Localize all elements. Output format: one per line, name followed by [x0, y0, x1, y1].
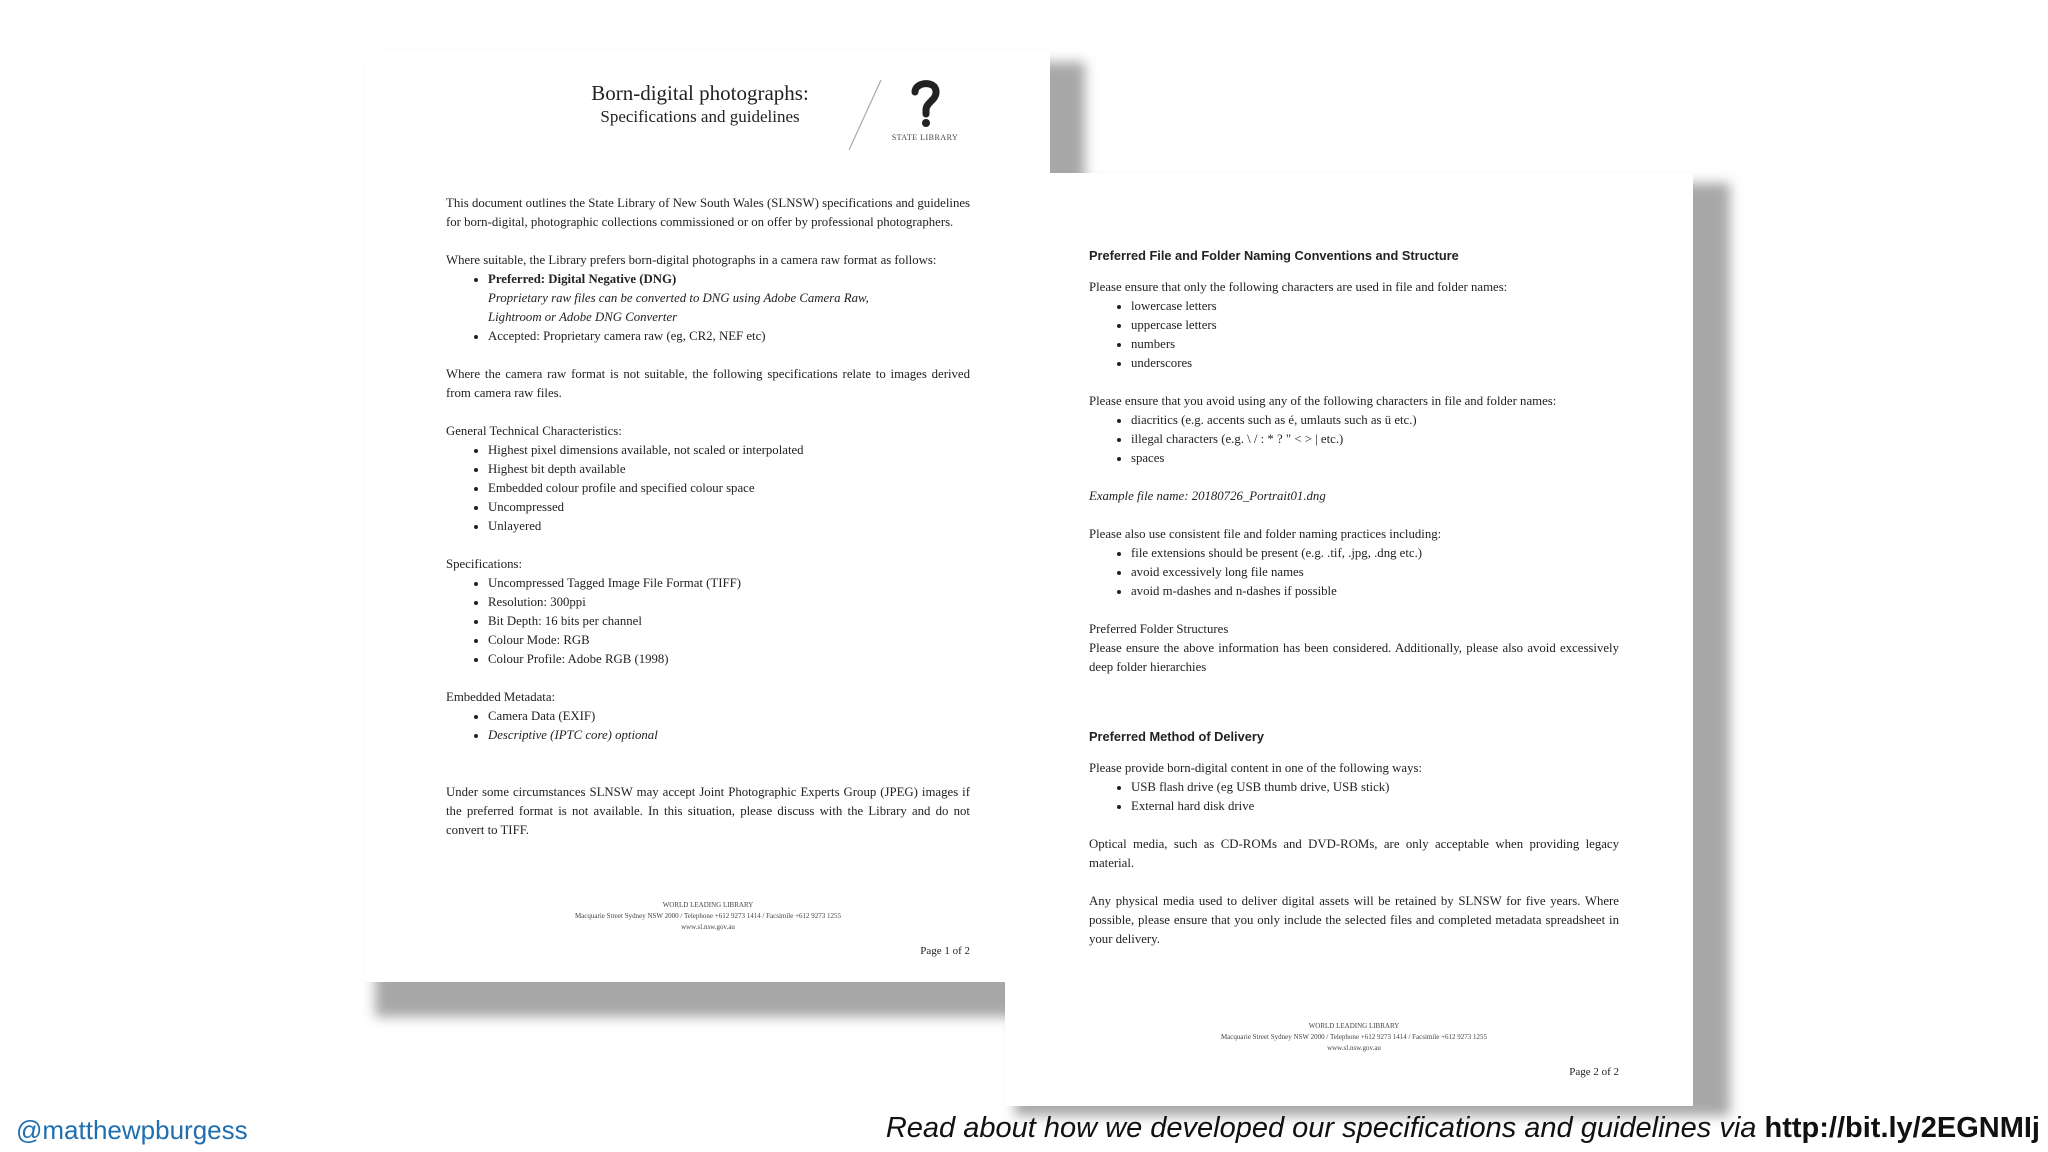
list-item: • Accepted: Proprietary camera raw (eg, CR2, NEF etc): [488, 327, 970, 346]
naming-heading: Preferred File and Folder Naming Conventions and Structure: [1089, 248, 1459, 263]
intro-paragraph: This document outlines the State Library of New South Wales (SLNSW) specifications and guidelines for born-digital, photographic collections commissioned or on offer by professional photographers.: [446, 196, 970, 229]
page-2-body: [1089, 246, 1619, 949]
list-item: • numbers: [1131, 335, 1619, 354]
delivery-intro: Please provide born-digital content in one of the following ways:: [1089, 761, 1423, 775]
allowed-list: [1089, 297, 1619, 373]
footer-address: Macquarie Street Sydney NSW 2000 / Telephone +612 9273 1414 / Facsimile +612 9273 1255: [1220, 1033, 1488, 1041]
list-item: • underscores: [1131, 354, 1619, 373]
list-item: • Unlayered: [488, 517, 970, 536]
list-item: • diacritics (e.g. accents such as é, umlauts such as ü etc.): [1131, 411, 1619, 430]
delivery-list: [1089, 778, 1619, 816]
document-page-2: [1005, 173, 1693, 1106]
document-subtitle: Specifications and guidelines: [600, 107, 800, 126]
practices-list: [1089, 544, 1619, 601]
logo-text: STATE LIBRARY: [891, 133, 959, 142]
folder-paragraph: Please ensure the above information has been considered. Additionally, please also avoid excessively deep folder hierarchies: [1089, 641, 1619, 674]
list-item: • Descriptive (IPTC core) optional: [488, 726, 970, 745]
document-title: Born-digital photographs:: [591, 81, 809, 105]
page-2-footer: [1089, 1021, 1619, 1078]
list-item: • file extensions should be present (e.g. .tif, .jpg, .dng etc.): [1131, 544, 1619, 563]
page-1-header: [550, 80, 850, 128]
read-about-text: Read about how we developed our specifications and guidelines via: [885, 1112, 1765, 1144]
preferred-note-line-2: Lightroom or Adobe DNG Converter: [488, 310, 678, 324]
page-1-footer: [446, 900, 970, 957]
page-number: Page 2 of 2: [1569, 1066, 1619, 1078]
avoid-intro: Please ensure that you avoid using any of the following characters in file and folder names:: [1089, 394, 1557, 408]
not-suitable-paragraph: Where the camera raw format is not suitable, the following specifications relate to images derived from camera raw files.: [446, 367, 970, 400]
folder-heading: Preferred Folder Structures: [1089, 622, 1229, 636]
list-item: • Bit Depth: 16 bits per channel: [488, 612, 970, 631]
footer-address: Macquarie Street Sydney NSW 2000 / Telephone +612 9273 1414 / Facsimile +612 9273 1255: [574, 912, 842, 920]
metadata-heading: Embedded Metadata:: [446, 690, 556, 704]
list-item: • avoid excessively long file names: [1131, 563, 1619, 582]
list-item: • Highest pixel dimensions available, not scaled or interpolated: [488, 441, 970, 460]
list-item: • Colour Profile: Adobe RGB (1998): [488, 650, 970, 669]
list-item: • Resolution: 300ppi: [488, 593, 970, 612]
question-mark-logo-icon: [905, 76, 945, 128]
list-item: • spaces: [1131, 449, 1619, 468]
list-item: [488, 270, 970, 327]
list-item: • Embedded colour profile and specified colour space: [488, 479, 970, 498]
list-item: • lowercase letters: [1131, 297, 1619, 316]
list-item: • Highest bit depth available: [488, 460, 970, 479]
footer-org: WORLD LEADING LIBRARY: [1308, 1022, 1400, 1030]
specifications-list: [446, 574, 970, 669]
preferred-note-line-1: Proprietary raw files can be converted to DNG using Adobe Camera Raw,: [488, 291, 869, 305]
metadata-list: [446, 707, 970, 745]
raw-format-intro: Where suitable, the Library prefers born-digital photographs in a camera raw format as follows:: [446, 253, 937, 267]
list-item: • Camera Data (EXIF): [488, 707, 970, 726]
optical-media-paragraph: Optical media, such as CD-ROMs and DVD-ROMs, are only acceptable when providing legacy material.: [1089, 837, 1619, 870]
raw-format-list: [446, 270, 970, 346]
footer-web: www.sl.nsw.gov.au: [1327, 1044, 1381, 1052]
avoid-list: [1089, 411, 1619, 468]
list-item: • Uncompressed Tagged Image File Format (TIFF): [488, 574, 970, 593]
specifications-heading: Specifications:: [446, 557, 523, 571]
footer-web: www.sl.nsw.gov.au: [681, 923, 735, 931]
list-item: • USB flash drive (eg USB thumb drive, USB stick): [1131, 778, 1619, 797]
retained-paragraph: Any physical media used to deliver digital assets will be retained by SLNSW for five years. Where possible, please ensure that you only include the selected files and completed metadata spreadsheet in your delivery.: [1089, 894, 1619, 946]
read-about-caption: [886, 1112, 2040, 1145]
page-number: Page 1 of 2: [920, 945, 970, 957]
list-item: • Colour Mode: RGB: [488, 631, 970, 650]
state-library-logo: [875, 76, 975, 142]
delivery-heading: Preferred Method of Delivery: [1089, 729, 1264, 744]
preferred-format: Preferred: Digital Negative (DNG): [488, 272, 677, 286]
list-item: • External hard disk drive: [1131, 797, 1619, 816]
document-page-1: [365, 52, 1050, 982]
general-heading: General Technical Characteristics:: [446, 424, 622, 438]
list-item: • avoid m-dashes and n-dashes if possible: [1131, 582, 1619, 601]
page-1-body: [446, 194, 970, 840]
short-link[interactable]: http://bit.ly/2EGNMIj: [1764, 1112, 2040, 1144]
jpeg-paragraph: Under some circumstances SLNSW may accept Joint Photographic Experts Group (JPEG) images if the preferred format is not available. In this situation, please discuss with the Library and do not convert to TIFF.: [446, 785, 970, 837]
list-item: • uppercase letters: [1131, 316, 1619, 335]
list-item: • Uncompressed: [488, 498, 970, 517]
list-item: • illegal characters (e.g. \ / : * ? " < > | etc.): [1131, 430, 1619, 449]
twitter-handle: @matthewpburgess: [16, 1115, 248, 1145]
practices-intro: Please also use consistent file and folder naming practices including:: [1089, 527, 1442, 541]
general-list: [446, 441, 970, 536]
allowed-intro: Please ensure that only the following characters are used in file and folder names:: [1089, 280, 1508, 294]
example-file-name: Example file name: 20180726_Portrait01.dng: [1089, 489, 1326, 503]
footer-org: WORLD LEADING LIBRARY: [662, 901, 754, 909]
